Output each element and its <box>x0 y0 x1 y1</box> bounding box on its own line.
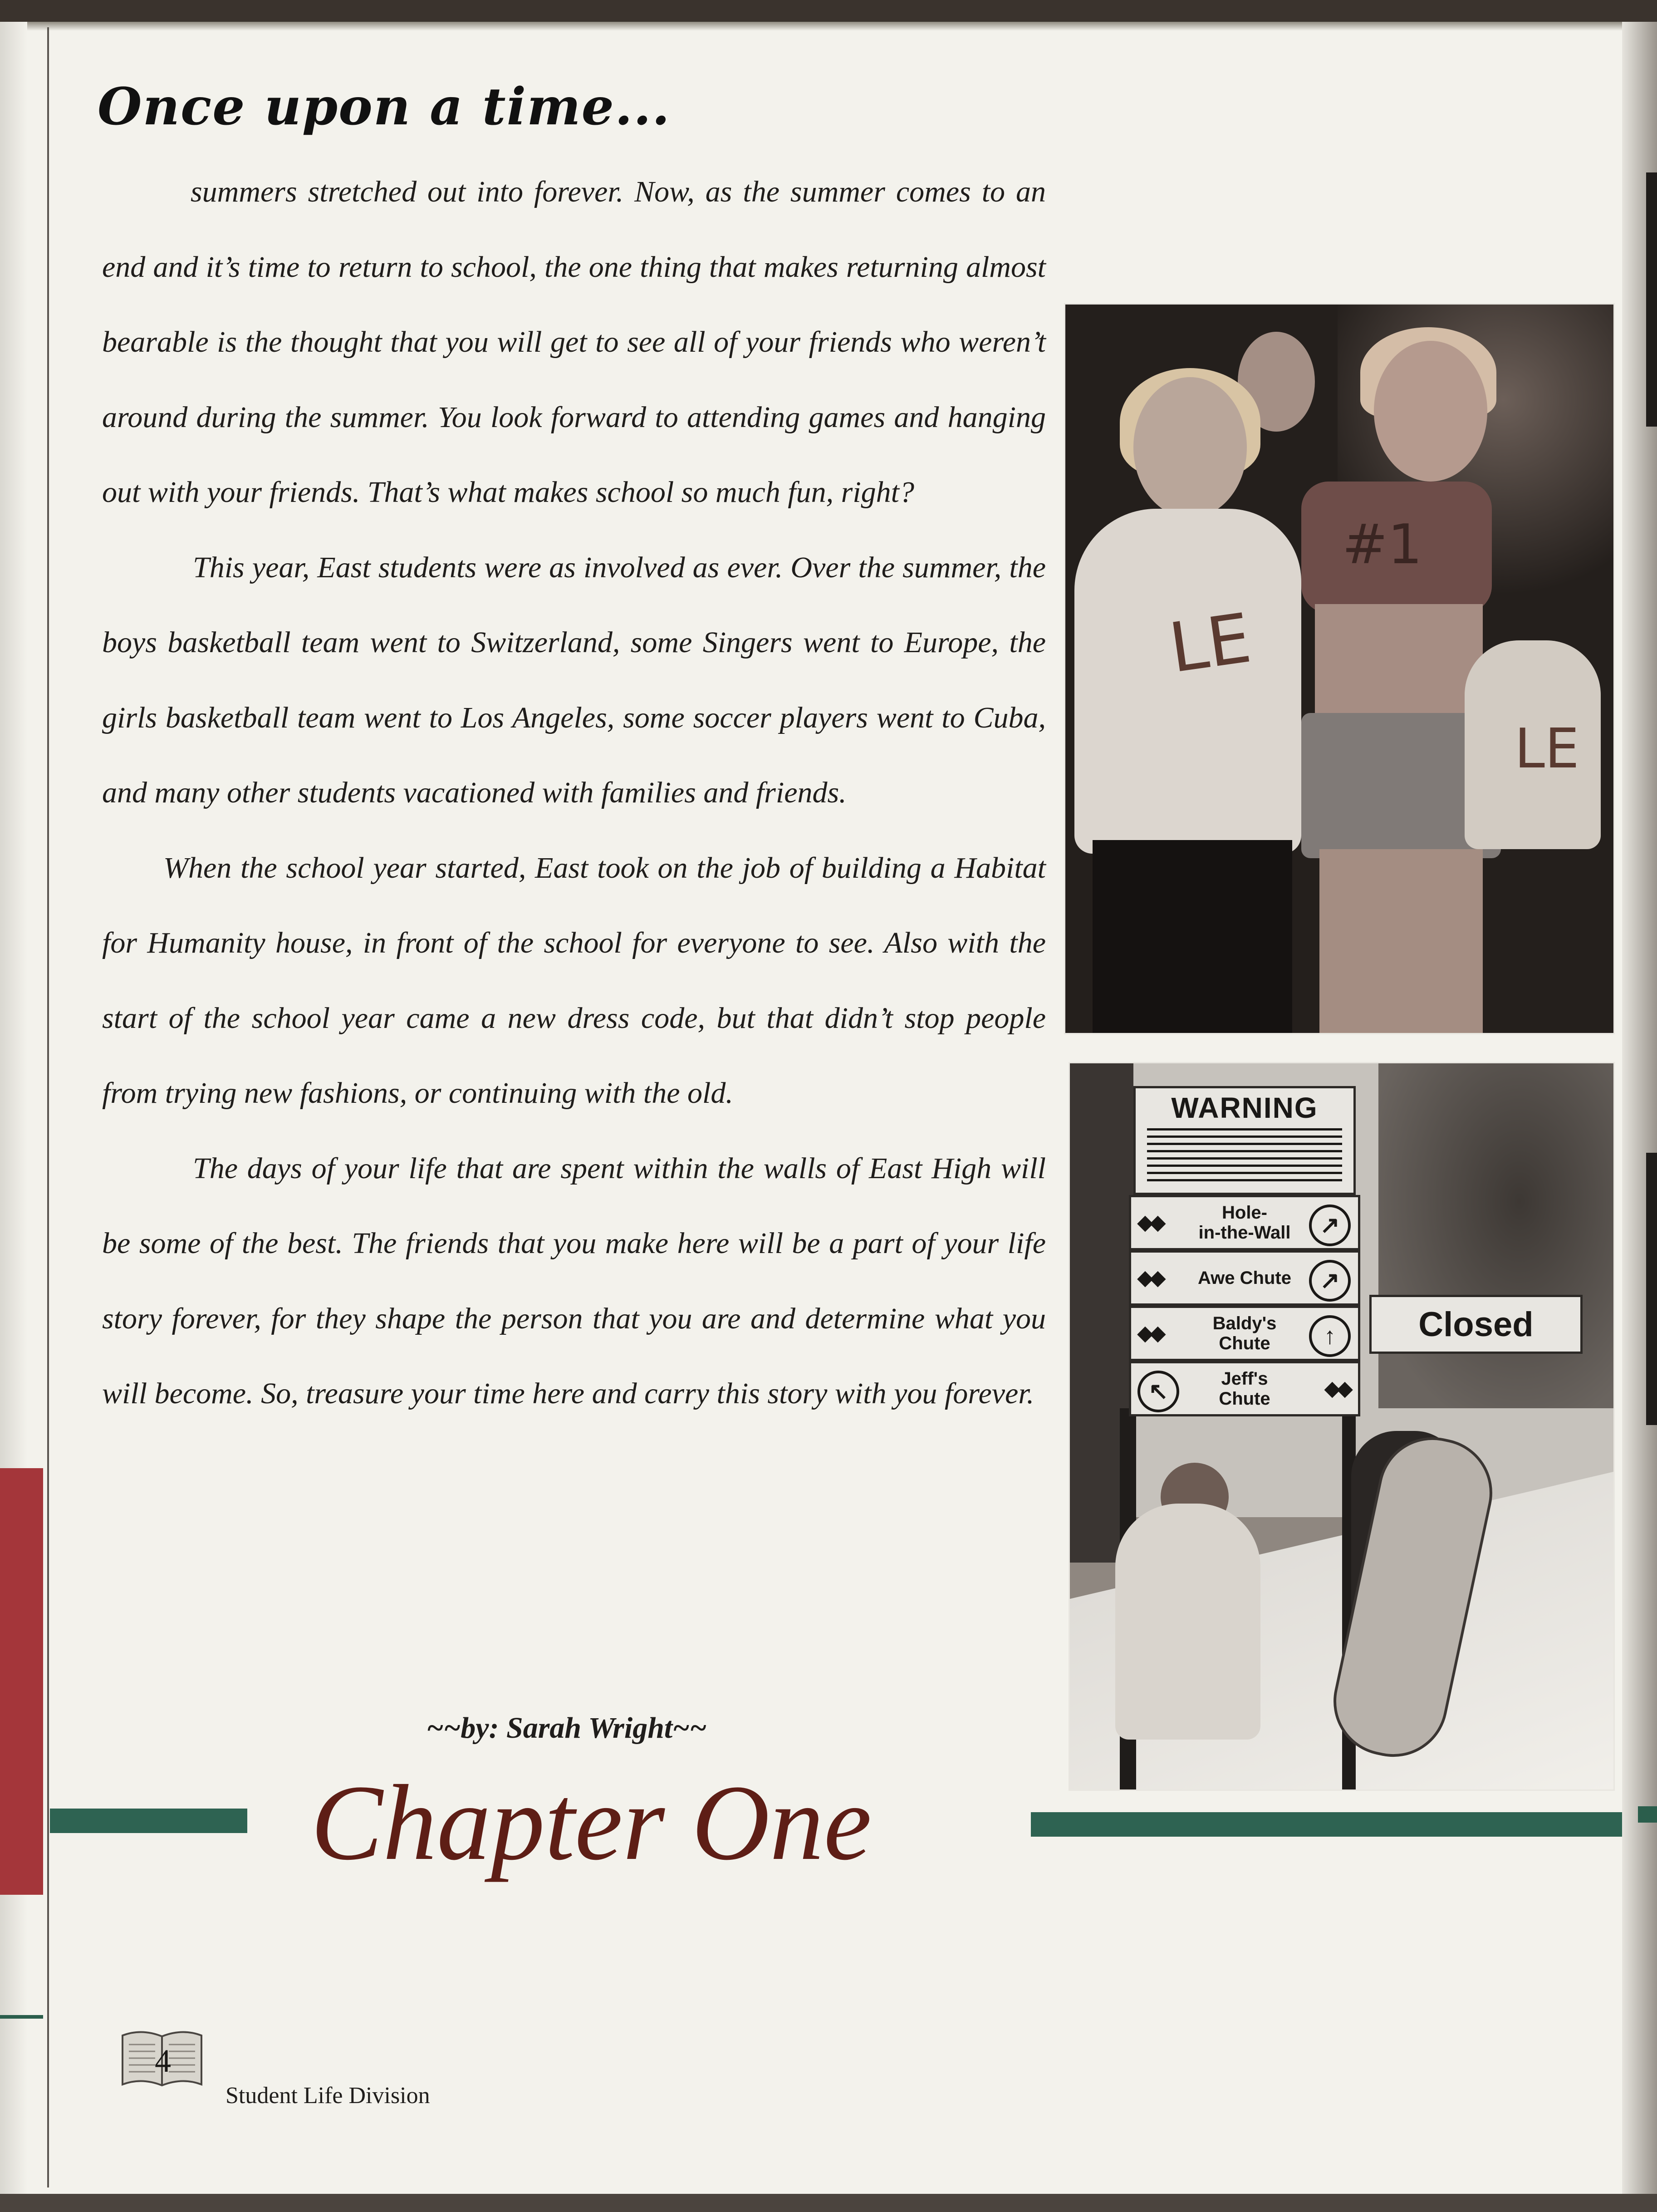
photo-person-face <box>1374 341 1487 482</box>
trail-sign-label: Baldy's Chute <box>1212 1313 1277 1353</box>
double-diamond-icon: ◆◆ <box>1137 1267 1163 1289</box>
page-top-edge <box>0 0 1657 22</box>
section-label: Student Life Division <box>226 2083 430 2109</box>
photo-person-shirt <box>1074 509 1301 854</box>
photo-students-face-paint <box>1064 303 1615 1034</box>
trail-sign-baldys-chute <box>1129 1306 1360 1361</box>
double-diamond-icon: ◆◆ <box>1137 1322 1163 1344</box>
arrow-up-left-icon: ↖ <box>1137 1371 1179 1412</box>
warning-sign <box>1133 1086 1356 1195</box>
trail-sign-label: Jeff's Chute <box>1219 1369 1270 1409</box>
right-edge-green-mark <box>1638 1806 1657 1823</box>
arrow-up-right-icon: ↗ <box>1309 1260 1351 1302</box>
chapter-rule-left <box>50 1809 247 1833</box>
story-paragraph-1: summers stretched out into forever. Now, as the summer comes to an end and it’s time to return to school, the one thing that makes returning almost bearable is the thought that you will get to see all of your friends who weren’t around during the summer. You look forward to attending games and hanging out with your friends. That’s what makes school so much fun, right? <box>102 175 1046 509</box>
shirt-letters: LE <box>1515 718 1579 781</box>
trail-sign-label: Hole- in-the-Wall <box>1198 1203 1291 1243</box>
story-paragraph-3: When the school year started, East took on the job of building a Habitat for Humanity house, in front of the school for everyone to see. Also with the start of the school year came a new dress code, but that didn’t stop people from trying new fashions, or continuing with the old. <box>102 851 1046 1110</box>
warning-sign-title: WARNING <box>1171 1091 1318 1124</box>
story-text <box>102 154 1046 1431</box>
page-bottom-edge <box>0 2194 1657 2212</box>
double-diamond-icon: ◆◆ <box>1137 1211 1163 1234</box>
story-paragraph-2: This year, East students were as involved as ever. Over the summer, the boys basketball team went to Switzerland, some Singers went to Europe, the girls basketball team went to Los Angeles, some soccer players went to Cuba, and many other students vacationed with families and friends. <box>102 551 1046 809</box>
trail-sign-hole-in-the-wall <box>1129 1195 1360 1250</box>
trail-sign-awe-chute <box>1129 1250 1360 1306</box>
photo-tree <box>1378 1063 1613 1408</box>
shirt-letters: LE <box>1164 599 1256 688</box>
author-byline: ~~by: Sarah Wright~~ <box>427 1711 707 1745</box>
photo-person-body <box>1315 604 1483 731</box>
side-green-stub <box>0 2015 43 2019</box>
photo-person-skirt <box>1093 840 1292 1033</box>
top-number: #1 <box>1342 513 1422 576</box>
right-edge-mark <box>1646 1153 1657 1425</box>
trail-sign-jeffs-chute <box>1129 1361 1360 1416</box>
side-red-band <box>0 1468 43 1895</box>
photo-person-face <box>1133 377 1247 518</box>
photo-person-top <box>1301 482 1492 613</box>
arrow-up-right-icon: ↗ <box>1309 1204 1351 1246</box>
story-paragraph-4: The days of your life that are spent within the walls of East High will be some of the best. The friends that you make here will be a part of your life story forever, for they shape the person that you are and determine what you will become. So, treasure your time here and carry this story with you forever. <box>102 1151 1046 1410</box>
double-diamond-icon: ◆◆ <box>1324 1377 1350 1400</box>
photo-ski-signs <box>1069 1062 1615 1791</box>
right-edge-mark <box>1646 172 1657 427</box>
photo-person-shirt <box>1465 640 1601 849</box>
open-book-icon <box>119 2026 205 2090</box>
page-left-rule <box>47 27 49 2187</box>
chapter-rule-right <box>1031 1812 1622 1837</box>
arrow-up-icon: ↑ <box>1309 1315 1351 1357</box>
page-number: 4 <box>155 2043 171 2079</box>
page-heading: Once upon a time... <box>98 77 671 137</box>
photo-person-jacket <box>1115 1504 1260 1740</box>
closed-sign: Closed <box>1369 1295 1583 1354</box>
chapter-title: Chapter One <box>311 1763 872 1883</box>
trail-sign-label: Awe Chute <box>1198 1268 1291 1288</box>
warning-sign-fine-print <box>1147 1128 1342 1183</box>
page-top-shadow <box>0 22 1657 31</box>
photo-person-legs <box>1319 849 1483 1033</box>
